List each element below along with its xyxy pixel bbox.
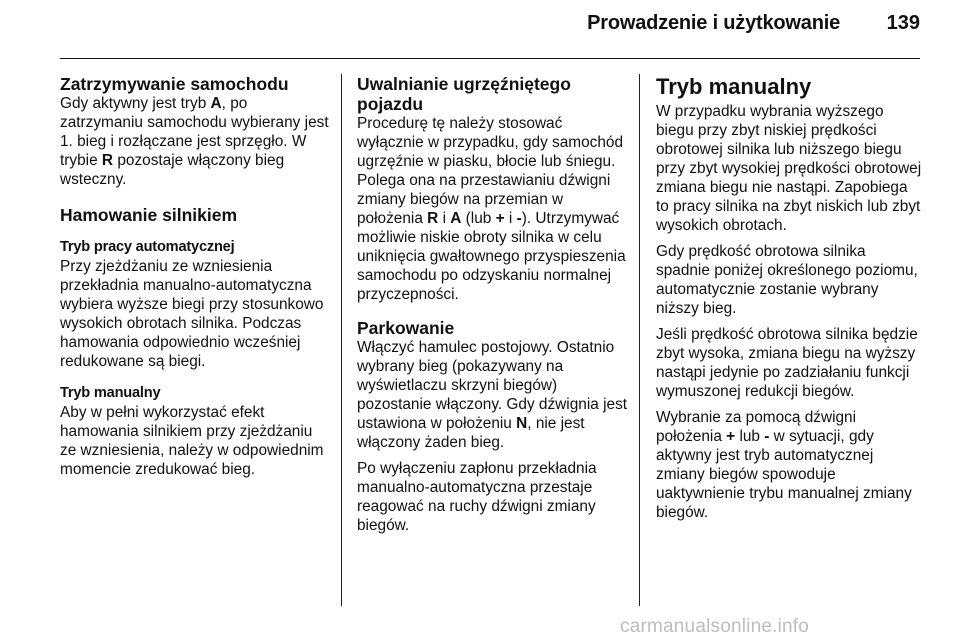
paragraph-parking-2: Po wyłączeniu zapłonu przekładnia manualno-automatyczna przestaje reagować na ruchy dźwigni zmiany biegów. [357,460,597,534]
paragraph-manual-4: Wybranie za pomocą dźwigni położenia + lub - w sytuacji, gdy aktywny jest tryb automatycznej zmiany biegów spowoduje uaktywnienie trybu manualnej zmiany biegów. [656,409,912,521]
heading-manual-mode: Tryb manualny [656,74,812,99]
header-rule [60,58,920,59]
subheading-manual-mode: Tryb manualny [60,385,161,401]
paragraph-manual-3: Jeśli prędkość obrotowa silnika będzie zbyt wysoka, zmiana biegu na wyższy nastąpi jedynie po zadziałaniu funkcji wymuszonej redukcji biegów. [656,326,918,400]
column-1 [60,74,332,479]
header-title: Prowadzenie i użytkowanie [587,12,840,34]
subheading-automatic-mode: Tryb pracy automatycznej [60,239,235,255]
column-2 [357,74,629,535]
page-number: 139 [886,12,920,34]
heading-parking: Parkowanie [357,318,455,338]
paragraph-manual-1: W przypadku wybrania wyższego biegu przy zbyt niskiej prędkości obrotowej silnika lub niższego biegu przy zbyt wysokiej prędkości obrotowej zmiana biegu nie nastąpi. Zapobiega to pracy silnika na zbyt niskich lub zbyt wysokich obrotach. [656,103,922,234]
paragraph-parking-1: Włączyć hamulec postojowy. Ostatnio wybrany bieg (pokazywany na wyświetlaczu skrzyni biegów) pozostanie włączony. Gdy dźwignia jest ustawiona w położeniu N, nie jest włączony żaden bieg. [357,339,628,451]
heading-freeing-stuck-vehicle: Uwalnianie ugrzęźniętego pojazdu [357,74,571,114]
paragraph-freeing-stuck-vehicle: Procedurę tę należy stosować wyłącznie w przypadku, gdy samochód ugrzęźnie w piasku, błocie lub śniegu. Polega ona na przestawianiu dźwigni zmiany biegów na przemian w położenia R i A (lub + i -). Utrzymywać możliwie niskie obroty silnika w celu uniknięcia gwałtownego przyspieszenia samochodu po odzyskaniu normalnej przyczepności. [357,115,626,303]
column-divider-1 [341,74,342,606]
heading-stopping: Zatrzymywanie samochodu [60,74,289,94]
paragraph-automatic-mode: Przy zjeżdżaniu ze wzniesienia przekładnia manualno-automatyczna wybiera wyższe biegi przy stosunkowo wysokich obrotach silnika. Podczas hamowania odpowiednio wcześniej redukowane są biegi. [60,258,324,370]
paragraph-manual-mode: Aby w pełni wykorzystać efekt hamowania silnikiem przy zjeżdżaniu ze wzniesienia, należy w odpowiednim momencie zredukować bieg. [60,404,324,478]
column-3 [656,74,922,522]
paragraph-manual-2: Gdy prędkość obrotowa silnika spadnie poniżej określonego poziomu, automatycznie zostanie wybrany niższy bieg. [656,243,918,317]
heading-engine-braking: Hamowanie silnikiem [60,205,238,225]
watermark: carmanualsonline.info [620,616,810,637]
paragraph-stopping: Gdy aktywny jest tryb A, po zatrzymaniu samochodu wybierany jest 1. bieg i rozłączane jest sprzęgło. W trybie R pozostaje włączony bieg wsteczny. [60,95,329,188]
column-divider-2 [639,74,640,606]
